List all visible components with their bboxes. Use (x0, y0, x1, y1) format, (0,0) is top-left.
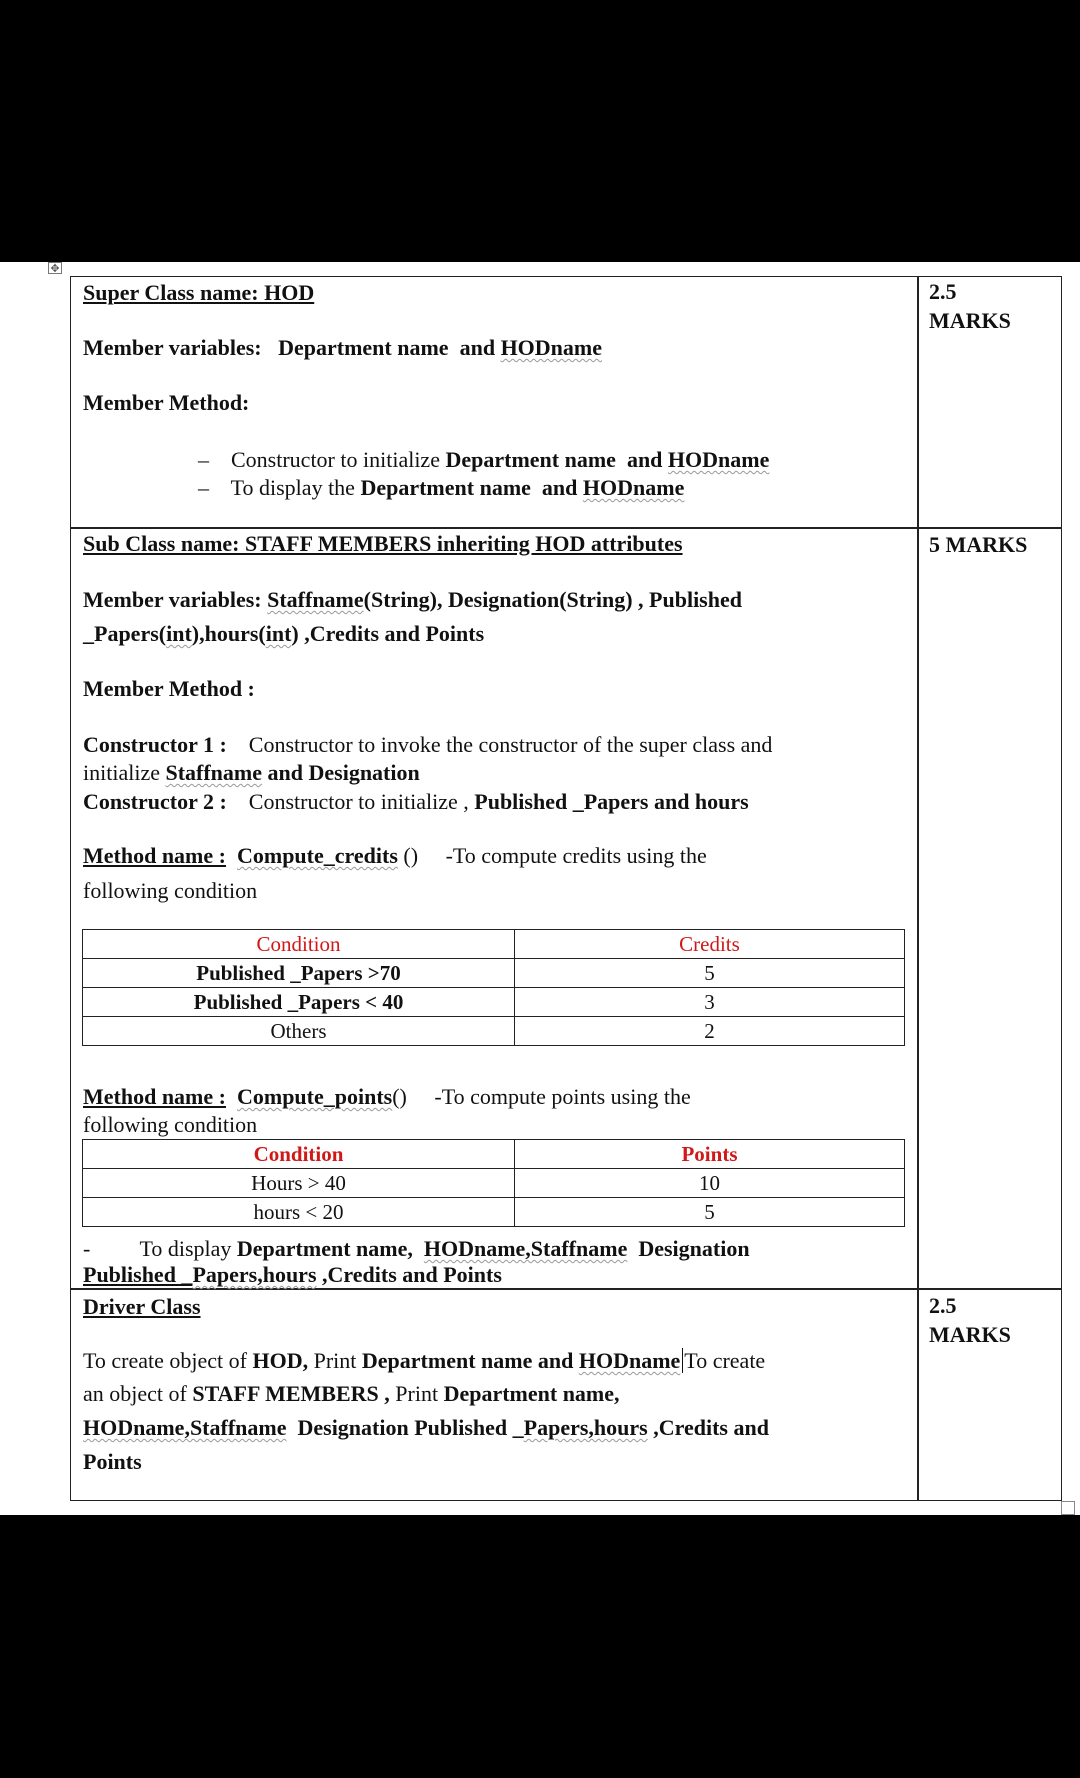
section1-bullet-1: – Constructor to initialize Department name and HODname (198, 447, 770, 472)
driver-line3: HODname,Staffname Designation Published _Papers,hours ,Credits and (83, 1415, 769, 1440)
table-row (83, 1169, 905, 1198)
section1-member-method-label: Member Method: (83, 390, 250, 415)
table-row-divider (70, 527, 1062, 529)
driver-line4: Points (83, 1449, 142, 1474)
display-line2: Published _Papers,hours ,Credits and Points (83, 1262, 502, 1287)
section3-marks: 2.5 MARKS (929, 1293, 1011, 1347)
table-cell: 2 (515, 1017, 905, 1046)
credits-header-condition: Condition (83, 930, 515, 959)
table-cell: Others (83, 1017, 515, 1046)
constructor-1-line2: initialize Staffname and Designation (83, 760, 420, 785)
driver-line2: an object of STAFF MEMBERS , Print Department name, (83, 1381, 620, 1406)
section2-marks: 5 MARKS (929, 532, 1028, 557)
table-cell: Published _Papers < 40 (83, 988, 515, 1017)
section2-member-variables-line1: Member variables: Staffname(String), Designation(String) , Published (83, 587, 742, 612)
credits-header-credits: Credits (515, 930, 905, 959)
table-cell: Hours > 40 (83, 1169, 515, 1198)
table-column-divider (917, 276, 919, 1501)
points-header-condition: Condition (83, 1140, 515, 1169)
points-table (82, 1139, 905, 1227)
section2-member-method-label: Member Method : (83, 676, 255, 701)
table-move-handle-icon[interactable]: ✥ (48, 262, 62, 274)
display-line1: - To display Department name, HODname,Staffname Designation (83, 1236, 750, 1261)
points-header-points: Points (515, 1140, 905, 1169)
credits-table (82, 929, 905, 1046)
table-row (83, 959, 905, 988)
section1-member-variables: Member variables: Department name and HODname (83, 335, 603, 360)
table-cell: 5 (515, 1198, 905, 1227)
constructor-2: Constructor 2 : Constructor to initialize , Published _Papers and hours (83, 789, 749, 814)
table-row (83, 988, 905, 1017)
compute-points-desc2: following condition (83, 1112, 258, 1137)
credits-table-header-row (83, 930, 905, 959)
table-cell: 3 (515, 988, 905, 1017)
table-resize-handle-icon[interactable] (1061, 1501, 1075, 1515)
section1-bullet-2: – To display the Department name and HODname (198, 475, 685, 500)
compute-credits-desc2: following condition (83, 878, 258, 903)
table-cell: Published _Papers >70 (83, 959, 515, 988)
section1-marks: 2.5 MARKS (929, 279, 1011, 333)
section2-title: Sub Class name: STAFF MEMBERS inheriting HOD attributes (83, 531, 683, 556)
section1-title: Super Class name: HOD (83, 280, 315, 305)
table-cell: 5 (515, 959, 905, 988)
driver-line1: To create object of HOD, Print Department name and HODname To create (83, 1348, 766, 1373)
table-cell: hours < 20 (83, 1198, 515, 1227)
section2-member-variables-line2: _Papers(int),hours(int) ,Credits and Points (83, 621, 485, 646)
points-table-header-row (83, 1140, 905, 1169)
compute-credits-method: Method name : Compute_credits () -To compute credits using the (83, 843, 707, 868)
section3-title: Driver Class (83, 1294, 201, 1319)
compute-points-method: Method name : Compute_points() -To compute points using the (83, 1084, 691, 1109)
table-row (83, 1017, 905, 1046)
constructor-1-line1: Constructor 1 : Constructor to invoke the constructor of the super class and (83, 732, 773, 757)
table-cell: 10 (515, 1169, 905, 1198)
table-row (83, 1198, 905, 1227)
